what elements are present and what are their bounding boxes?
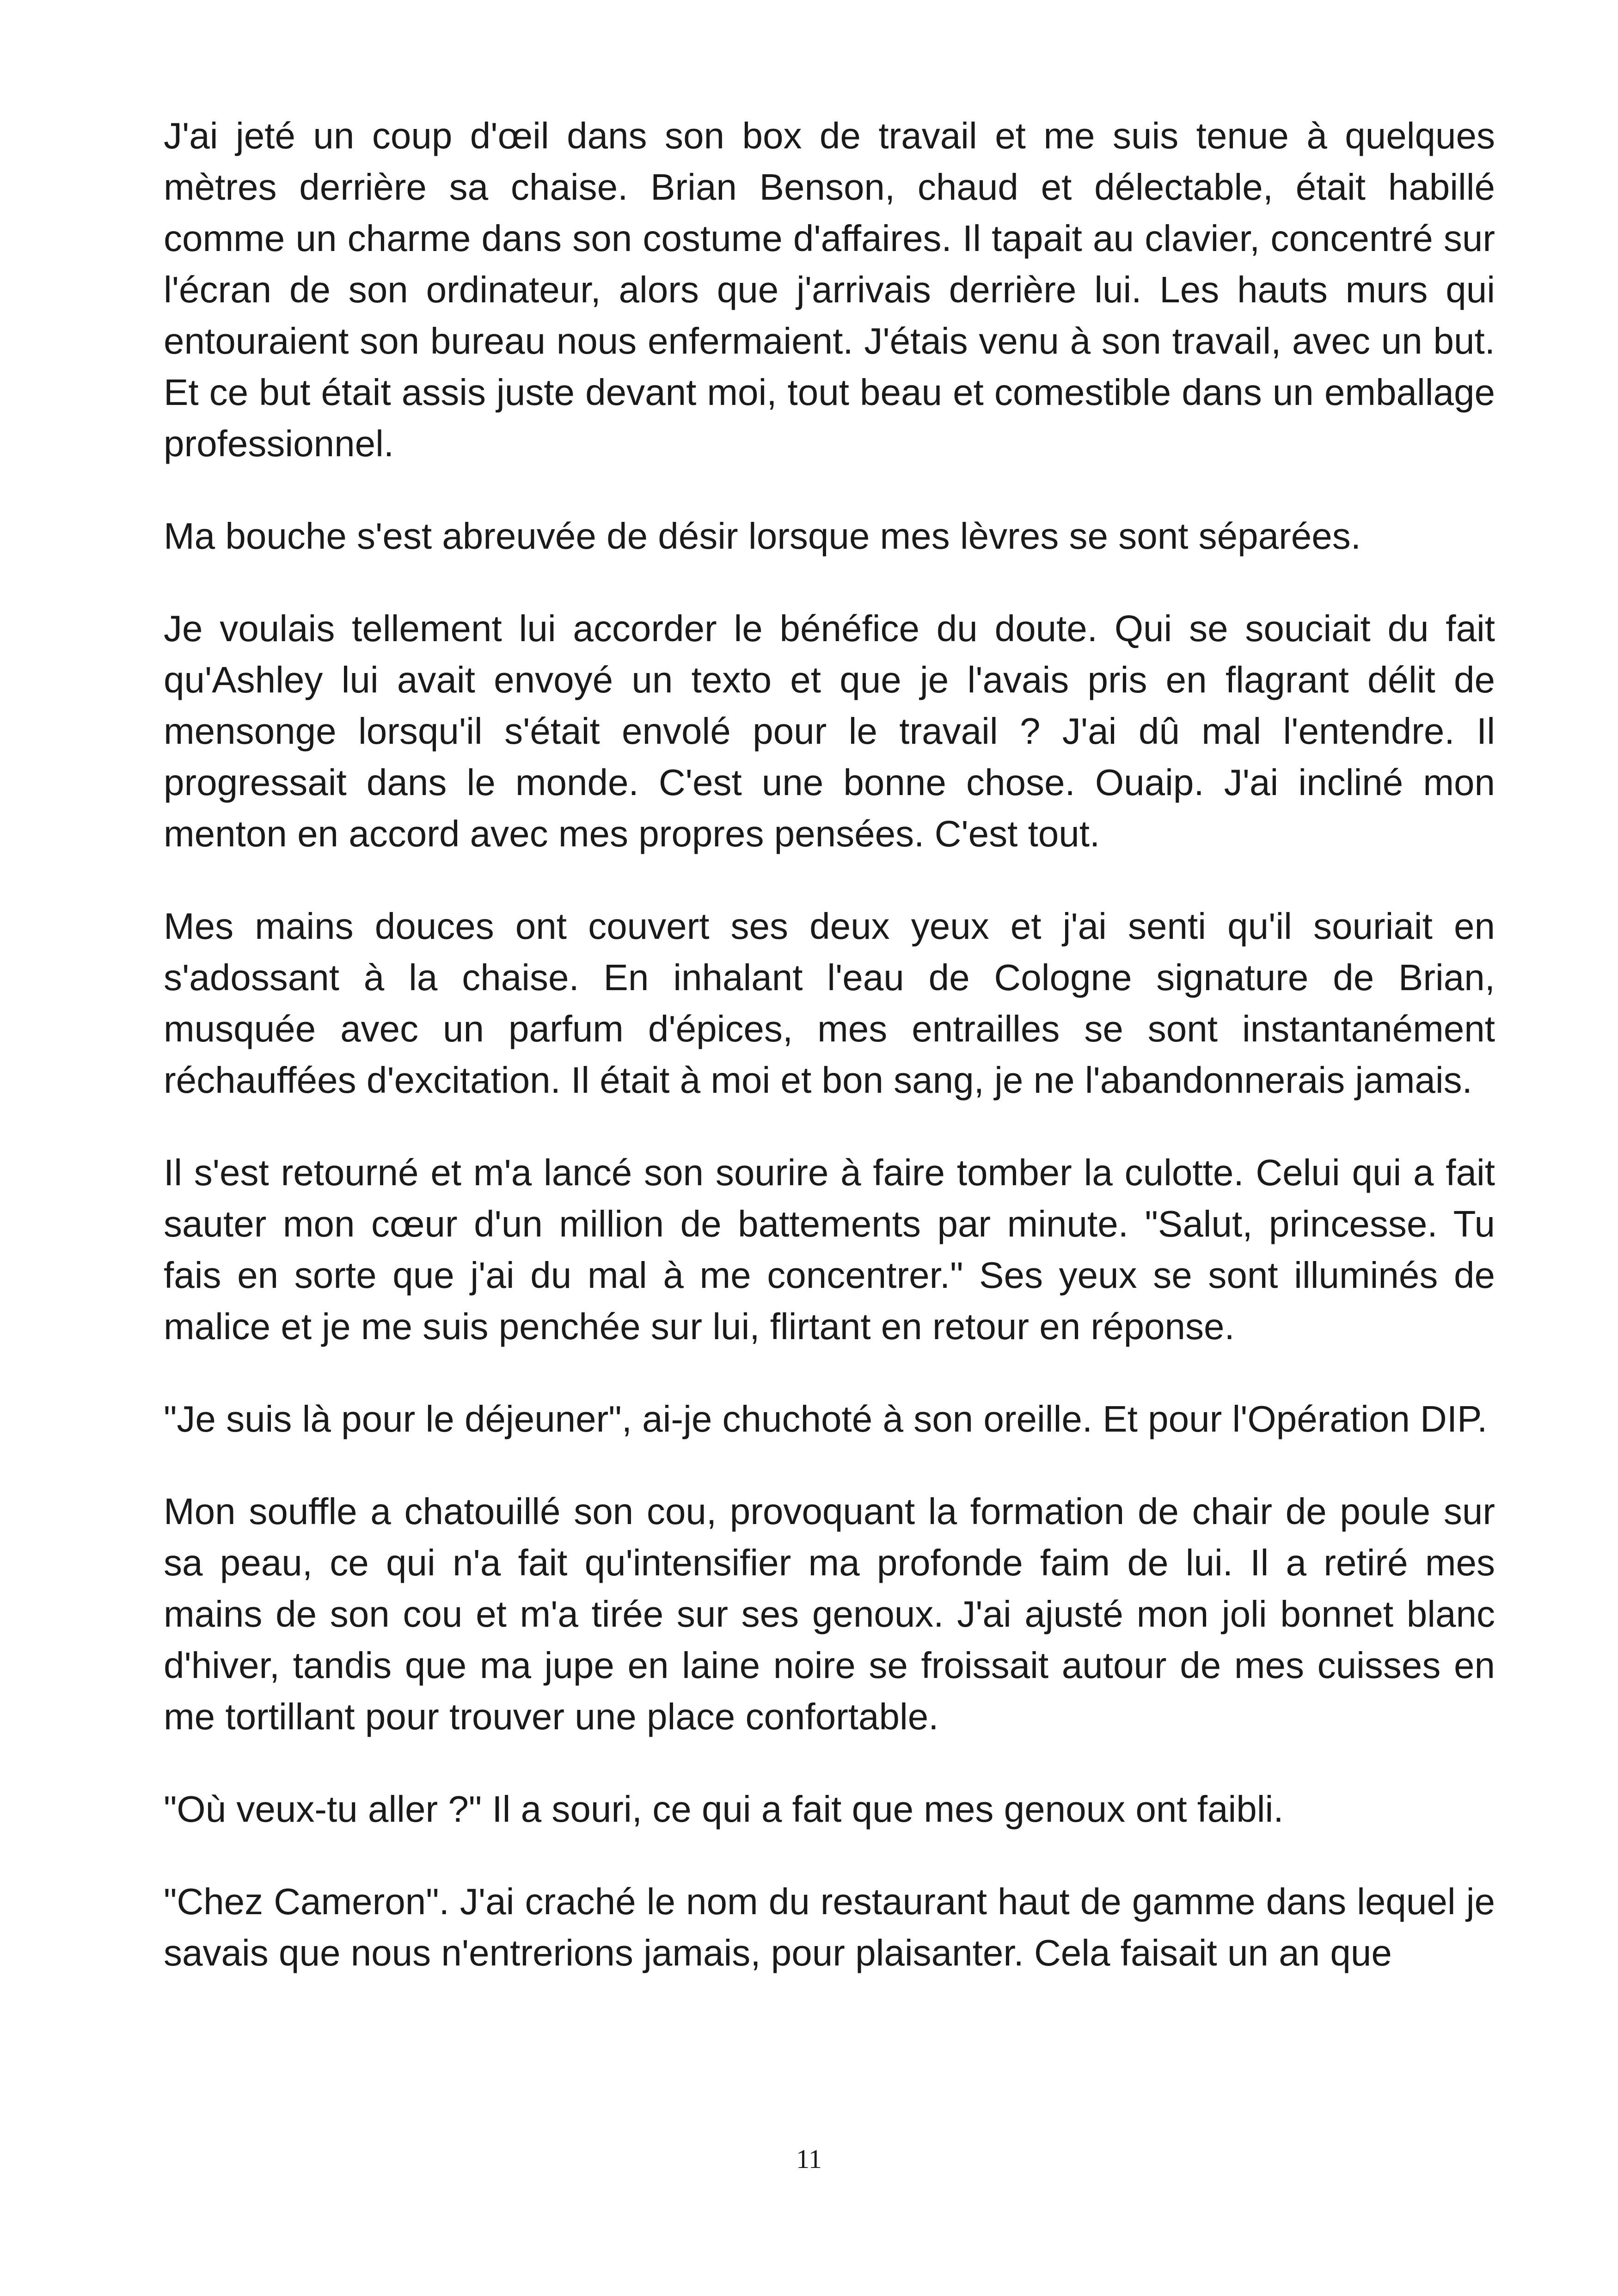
paragraph-4: Mes mains douces ont couvert ses deux yeux et j'ai senti qu'il souriait en s'adossant à la chaise. En inhalant l'eau de Cologne signature de Brian, musquée avec un parfum d'épices, mes entrailles se sont instantanément réchauffées d'excitation. Il était à moi et bon sang, je ne l'abandonnerais jamais.	[164, 906, 1495, 1101]
page-number: 11	[796, 2144, 822, 2174]
paragraph-7: Mon souffle a chatouillé son cou, provoquant la formation de chair de poule sur sa peau, ce qui n'a fait qu'intensifier ma profonde faim de lui. Il a retiré mes mains de son cou et m'a tirée sur ses genoux. J'ai ajusté mon joli bonnet blanc d'hiver, tandis que ma jupe en laine noire se froissait autour de mes cuisses en me tortillant pour trouver une place confortable.	[164, 1491, 1495, 1737]
paragraph-2: Ma bouche s'est abreuvée de désir lorsque mes lèvres se sont séparées.	[164, 515, 1361, 557]
paragraph-5: Il s'est retourné et m'a lancé son sourire à faire tomber la culotte. Celui qui a fait sauter mon cœur d'un million de battements par minute. "Salut, princesse. Tu fais en sorte que j'ai du mal à me concentrer." Ses yeux se sont illuminés de malice et je me suis penchée sur lui, flirtant en retour en réponse.	[164, 1152, 1495, 1347]
paragraph-6: "Je suis là pour le déjeuner", ai-je chuchoté à son oreille. Et pour l'Opération DIP.	[164, 1398, 1488, 1439]
paragraph-3: Je voulais tellement lui accorder le bénéfice du doute. Qui se souciait du fait qu'Ashley lui avait envoyé un texto et que je l'avais pris en flagrant délit de mensonge lorsqu'il s'était envolé pour le travail ? J'ai dû mal l'entendre. Il progressait dans le monde. C'est une bonne chose. Ouaip. J'ai incliné mon menton en accord avec mes propres pensées. C'est tout.	[164, 608, 1495, 854]
paragraph-1: J'ai jeté un coup d'œil dans son box de travail et me suis tenue à quelques mètres derrière sa chaise. Brian Benson, chaud et délectable, était habillé comme un charme dans son costume d'affaires. Il tapait au clavier, concentré sur l'écran de son ordinateur, alors que j'arrivais derrière lui. Les hauts murs qui entouraient son bureau nous enfermaient. J'étais venu à son travail, avec un but. Et ce but était assis juste devant moi, tout beau et comestible dans un emballage professionnel.	[164, 115, 1495, 464]
paragraph-8: "Où veux-tu aller ?" Il a souri, ce qui a fait que mes genoux ont faibli.	[164, 1788, 1284, 1830]
body-text	[164, 110, 1495, 2020]
paragraph-9: "Chez Cameron". J'ai craché le nom du restaurant haut de gamme dans lequel je savais que nous n'entrerions jamais, pour plaisanter. Cela faisait un an que	[164, 1881, 1495, 1973]
